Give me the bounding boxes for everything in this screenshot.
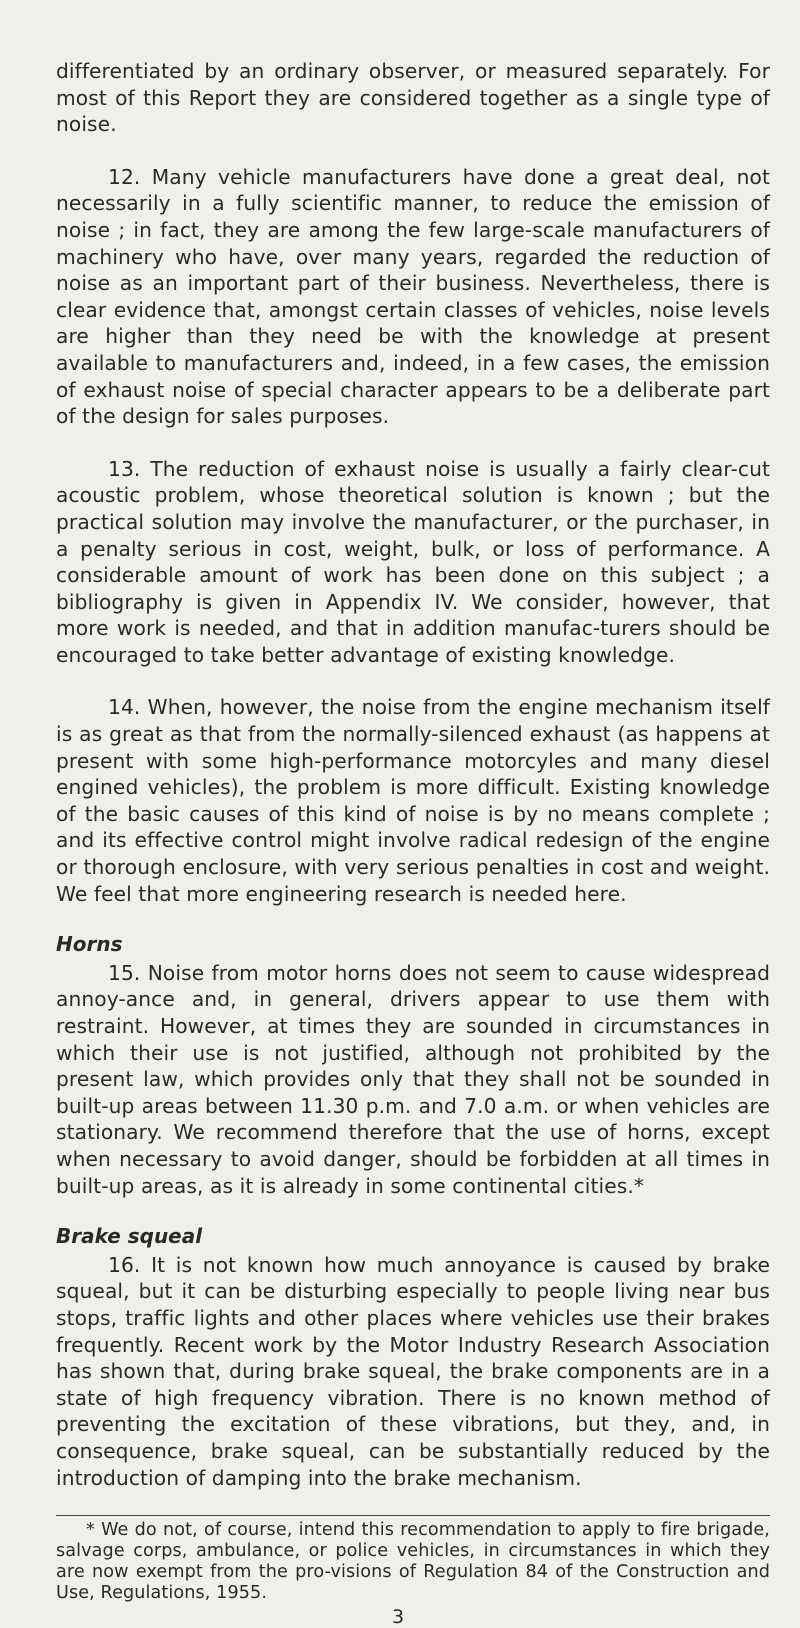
section-heading-horns: Horns (56, 932, 123, 957)
section-heading-brake-squeal: Brake squeal (56, 1224, 203, 1249)
paragraph-16: 16. It is not known how much annoyance is caused by brake squeal, but it can be disturbing especially to people living near bus stops, traffic lights and other places where vehicles use their brakes frequently. Recent work by the Motor Industry Research Association has shown that, during brake squeal, the brake components are in a state of high frequency vibration. There is no known method of preventing the excitation of these vibrations, but they, and, in consequence, brake squeal, can be substantially reduced by the introduction of damping into the brake mechanism. (56, 1252, 770, 1490)
page-number: 3 (391, 1606, 405, 1628)
intro-paragraph: differentiated by an ordinary observer, or measured separately. For most of this Report they are considered together as a single type of noise. (56, 59, 770, 137)
paragraph-13: 13. The reduction of exhaust noise is usually a fairly clear-cut acoustic problem, whose theoretical solution is known ; but the practical solution may involve the manufacturer, or the purchaser, in a penalty serious in cost, weight, bulk, or loss of performance. A considerable amount of work has been done on this subject ; a bibliography is given in Appendix IV. We consider, however, that more work is needed, and that in addition manufac-turers should be encouraged to take better advantage of existing knowledge. (56, 456, 770, 667)
paragraph-14: 14. When, however, the noise from the engine mechanism itself is as great as that from the normally-silenced exhaust (as happens at present with some high-performance motorcyles and many diesel engined vehicles), the problem is more difficult. Existing knowledge of the basic causes of this kind of noise is by no means complete ; and its effective control might involve radical redesign of the engine or thorough enclosure, with very serious penalties in cost and weight. We feel that more engineering research is needed here. (56, 695, 770, 906)
paragraph-15: 15. Noise from motor horns does not seem to cause widespread annoy-ance and, in general, drivers appear to use them with restraint. However, at times they are sounded in circumstances in which their use is not justified, although not prohibited by the present law, which provides only that they shall not be sounded in built-up areas between 11.30 p.m. and 7.0 a.m. or when vehicles are stationary. We recommend therefore that the use of horns, except when necessary to avoid danger, should be forbidden at all times in built-up areas, as it is already in some continental cities.* (56, 960, 770, 1198)
paragraph-12: 12. Many vehicle manufacturers have done a great deal, not necessarily in a fully scientific manner, to reduce the emission of noise ; in fact, they are among the few large-scale manufacturers of machinery who have, over many years, regarded the reduction of noise as an important part of their business. Nevertheless, there is clear evidence that, amongst certain classes of vehicles, noise levels are higher than they need be with the knowledge at present available to manufacturers and, indeed, in a few cases, the emission of exhaust noise of special character appears to be a deliberate part of the design for sales purposes. (56, 164, 770, 429)
footnote: * We do not, of course, intend this recommendation to apply to fire brigade, salvage corps, ambulance, or police vehicles, in circumstances in which they are now exempt from the pro-visions of Regulation 84 of the Construction and Use, Regulations, 1955. (56, 1520, 770, 1604)
footnote-divider (56, 1515, 770, 1516)
